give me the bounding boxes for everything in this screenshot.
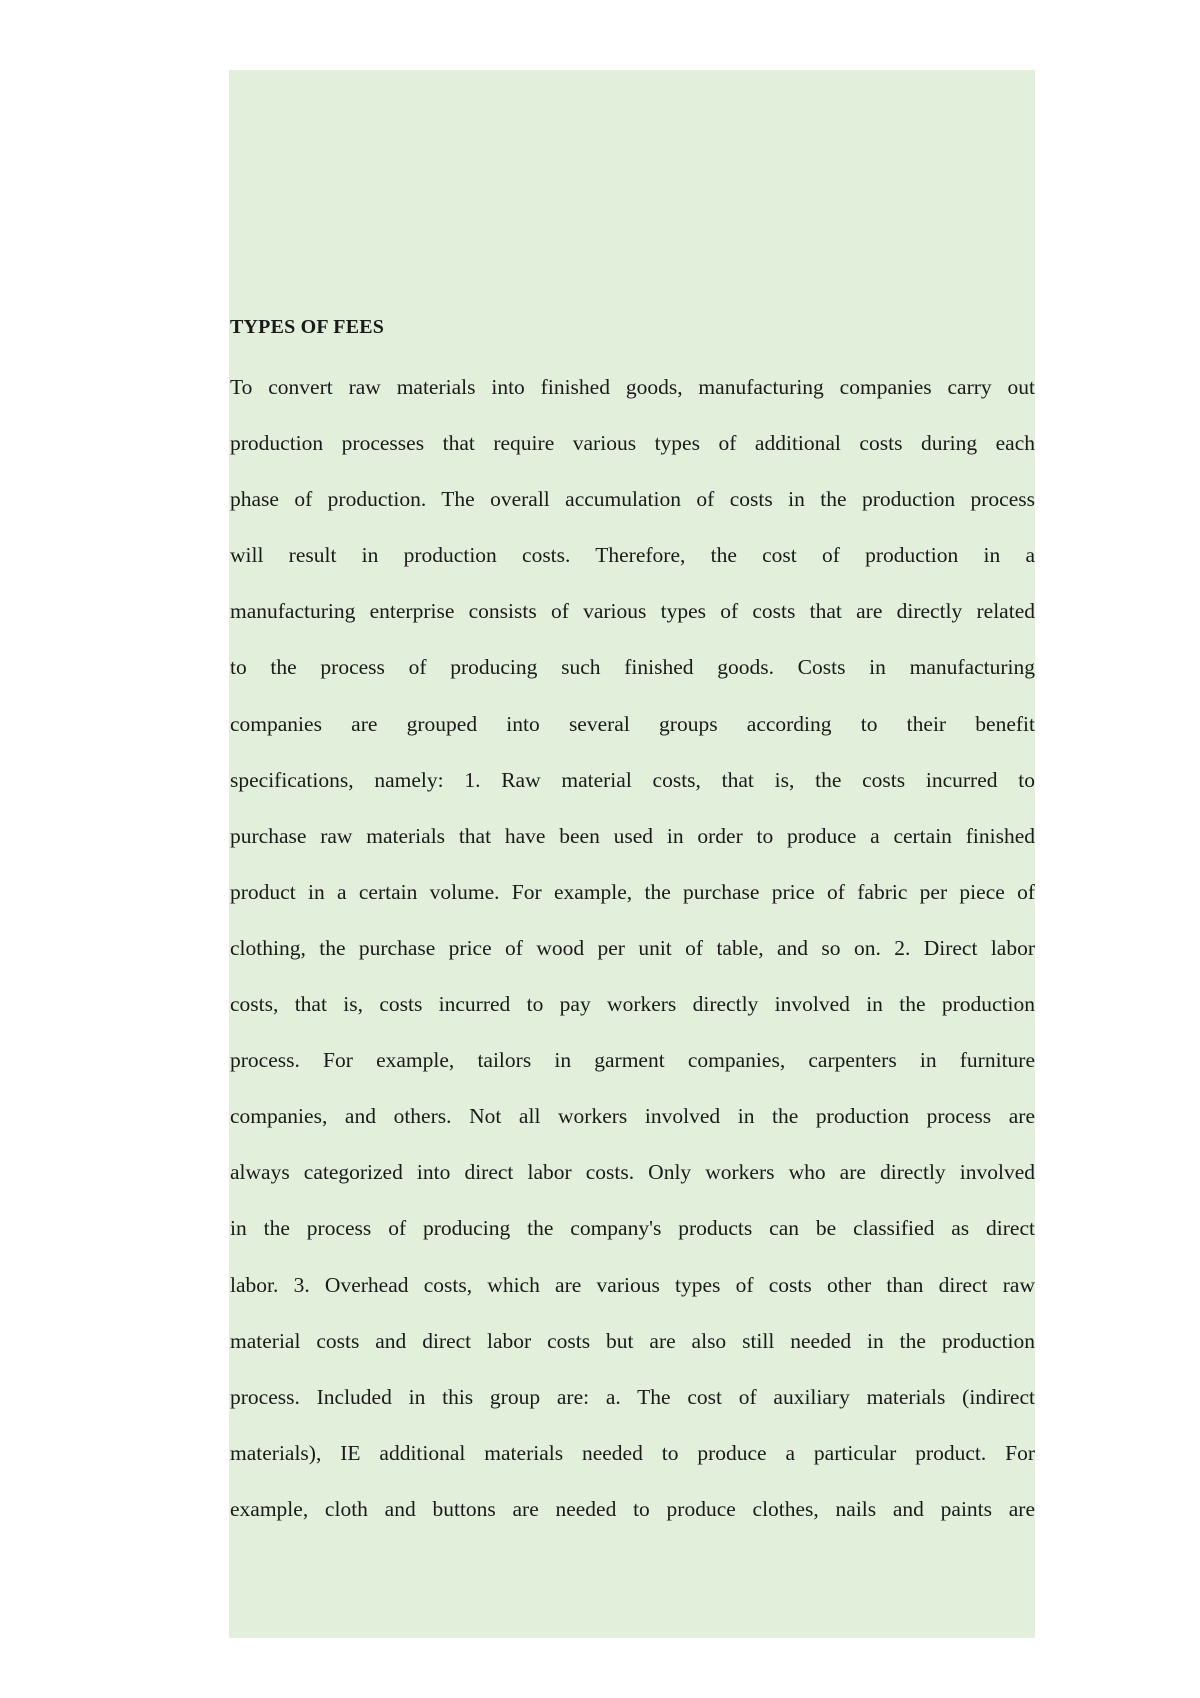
- text-line: manufacturing enterprise consists of various types of costs that are directly related: [230, 599, 1035, 624]
- text-line: production processes that require various types of additional costs during each: [230, 431, 1035, 456]
- text-line: to the process of producing such finished goods. Costs in manufacturing: [230, 655, 1035, 680]
- text-line: purchase raw materials that have been used in order to produce a certain finished: [230, 823, 1035, 848]
- text-line: specifications, namely: 1. Raw material costs, that is, the costs incurred to: [230, 767, 1035, 792]
- text-line: process. Included in this group are: a. The cost of auxiliary materials (indirect: [230, 1384, 1035, 1409]
- text-line: always categorized into direct labor costs. Only workers who are directly involved: [230, 1160, 1035, 1185]
- section-heading: TYPES OF FEES: [230, 316, 385, 338]
- text-line: process. For example, tailors in garment companies, carpenters in furniture: [230, 1048, 1035, 1073]
- document-content: [230, 305, 1035, 1537]
- text-line: will result in production costs. Therefore, the cost of production in a: [230, 543, 1035, 568]
- text-line: materials), IE additional materials needed to produce a particular product. For: [230, 1440, 1035, 1465]
- text-line: companies, and others. Not all workers involved in the production process are: [230, 1104, 1035, 1129]
- text-line: labor. 3. Overhead costs, which are various types of costs other than direct raw: [230, 1272, 1035, 1297]
- text-line: material costs and direct labor costs but are also still needed in the production: [230, 1328, 1035, 1353]
- text-line: in the process of producing the company's products can be classified as direct: [230, 1216, 1035, 1241]
- body-paragraph: [230, 359, 1035, 1537]
- text-line: clothing, the purchase price of wood per unit of table, and so on. 2. Direct labor: [230, 935, 1035, 960]
- text-line: product in a certain volume. For example, the purchase price of fabric per piece of: [230, 879, 1035, 904]
- text-line: example, cloth and buttons are needed to produce clothes, nails and paints are: [230, 1496, 1035, 1521]
- text-line: costs, that is, costs incurred to pay workers directly involved in the production: [230, 992, 1035, 1017]
- text-line: companies are grouped into several groups according to their benefit: [230, 711, 1035, 736]
- text-line: phase of production. The overall accumulation of costs in the production process: [230, 487, 1035, 512]
- text-line: To convert raw materials into finished goods, manufacturing companies carry out: [230, 375, 1035, 399]
